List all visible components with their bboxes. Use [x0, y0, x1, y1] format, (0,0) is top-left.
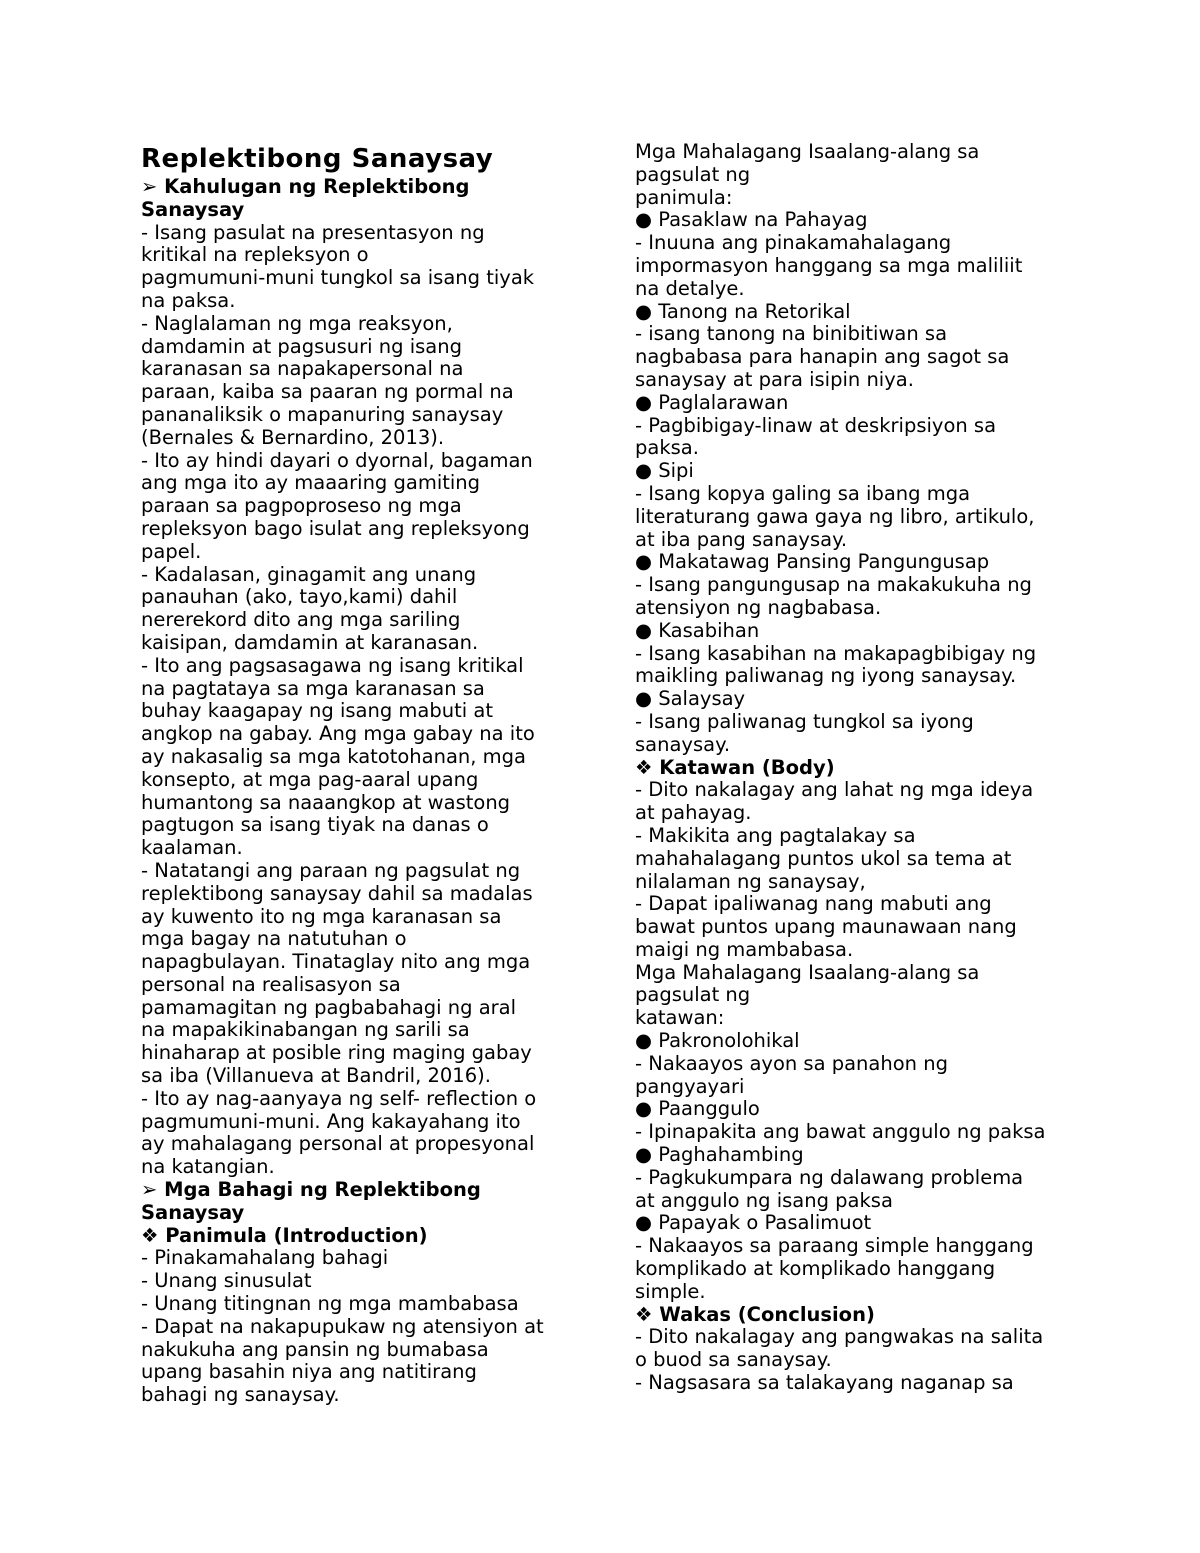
- text-line: - Isang pangungusap na makakukuha ng: [635, 573, 1032, 597]
- text-line: damdamin at pagsusuri ng isang: [141, 334, 462, 358]
- text-line: - Dito nakalagay ang pangwakas na salita: [635, 1325, 1044, 1349]
- text-line: ay nakasalig sa mga katotohanan, mga: [141, 744, 526, 768]
- text-line: - Isang pasulat na presentasyon ng: [141, 220, 485, 244]
- text-line: - isang tanong na binibitiwan sa: [635, 322, 948, 346]
- text-line: mahahalagang puntos ukol sa tema at: [635, 846, 1012, 870]
- text-line: ● Pakronolohikal: [635, 1029, 800, 1053]
- text-line: - Isang paliwanag tungkol sa iyong: [635, 709, 974, 733]
- text-line: paraan sa pagpoproseso ng mga: [141, 494, 462, 518]
- text-line: literaturang gawa gaya ng libro, artikulo,: [635, 504, 1035, 528]
- text-line: pananaliksik o mapanuring sanaysay: [141, 402, 504, 426]
- text-line: - Ito ay hindi dayari o dyornal, bagaman: [141, 448, 533, 472]
- text-line: maikling paliwanag ng iyong sanaysay.: [635, 664, 1017, 688]
- section-heading-line: ❖ Wakas (Conclusion): [635, 1302, 875, 1326]
- text-line: ● Paghahambing: [635, 1143, 804, 1167]
- text-line: komplikado at komplikado hanggang: [635, 1257, 996, 1281]
- text-line: atensiyon ng nagbabasa.: [635, 595, 882, 619]
- text-line: na detalye.: [635, 276, 745, 300]
- text-line: napagbulayan. Tinataglay nito ang mga: [141, 950, 531, 974]
- section-heading-line: ❖ Katawan (Body): [635, 755, 835, 779]
- text-line: kaalaman.: [141, 836, 243, 860]
- text-line: Mga Mahalagang Isaalang-alang sa: [635, 140, 980, 163]
- text-line: - Pagbibigay-linaw at deskripsiyon sa: [635, 413, 997, 437]
- text-line: sanaysay.: [635, 732, 731, 756]
- right-column-text: [635, 141, 1075, 1395]
- text-line: ang mga ito ay maaaring gamiting: [141, 471, 481, 495]
- text-line: - Isang kopya galing sa ibang mga: [635, 481, 971, 505]
- section-heading-line: Sanaysay: [141, 197, 245, 221]
- text-line: - Naglalaman ng mga reaksyon,: [141, 311, 453, 335]
- text-line: ● Kasabihan: [635, 618, 760, 642]
- left-column-text: [141, 176, 581, 1407]
- text-line: pangyayari: [635, 1074, 745, 1098]
- text-line: at pahayag.: [635, 801, 752, 825]
- text-line: Mga Mahalagang Isaalang-alang sa: [635, 960, 980, 984]
- text-line: - Dito nakalagay ang lahat ng mga ideya: [635, 778, 1034, 802]
- text-line: - Makikita ang pagtalakay sa: [635, 823, 916, 847]
- text-line: humantong sa naaangkop at wastong: [141, 790, 511, 814]
- text-line: hinaharap at posible ring maging gabay: [141, 1041, 532, 1065]
- text-line: - Unang sinusulat: [141, 1269, 312, 1293]
- text-line: - Ito ang pagsasagawa ng isang kritikal: [141, 653, 524, 677]
- text-line: - Nakaayos sa paraang simple hanggang: [635, 1234, 1034, 1258]
- text-line: paraan, kaiba sa paaran ng pormal na: [141, 380, 514, 404]
- section-heading-line: ➢ Mga Bahagi ng Replektibong: [141, 1178, 481, 1202]
- text-line: simple.: [635, 1279, 706, 1303]
- section-heading-line: ❖ Panimula (Introduction): [141, 1223, 428, 1247]
- text-line: pagmumuni-muni. Ang kakayahang ito: [141, 1109, 521, 1133]
- text-line: katawan:: [635, 1006, 725, 1030]
- text-line: na mapakikinabangan ng sarili sa: [141, 1018, 470, 1042]
- text-line: panauhan (ako, tayo,kami) dahil: [141, 585, 458, 609]
- text-line: kritikal na repleksyon o: [141, 243, 369, 267]
- text-line: pagmumuni-muni tungkol sa isang tiyak: [141, 266, 535, 290]
- text-line: repleksyon bago isulat ang repleksyong: [141, 516, 530, 540]
- text-line: o buod sa sanaysay.: [635, 1348, 832, 1372]
- text-line: - Inuuna ang pinakamahalagang: [635, 231, 952, 255]
- text-line: karanasan sa napakapersonal na: [141, 357, 464, 381]
- text-line: na paksa.: [141, 288, 236, 312]
- text-line: ● Paglalarawan: [635, 390, 789, 414]
- text-line: ay kuwento ito ng mga karanasan sa: [141, 904, 502, 928]
- text-line: paksa.: [635, 436, 699, 460]
- text-line: ● Papayak o Pasalimuot: [635, 1211, 872, 1235]
- text-line: maigi ng mambabasa.: [635, 937, 854, 961]
- text-line: ● Tanong na Retorikal: [635, 299, 851, 323]
- text-line: ay mahalagang personal at propesyonal: [141, 1132, 535, 1156]
- text-line: pamamagitan ng pagbabahagi ng aral: [141, 995, 517, 1019]
- text-line: at anggulo ng isang paksa: [635, 1188, 893, 1212]
- text-line: impormasyon hanggang sa mga maliliit: [635, 253, 1023, 277]
- text-line: nilalaman ng sanaysay,: [635, 869, 866, 893]
- text-line: replektibong sanaysay dahil sa madalas: [141, 881, 533, 905]
- text-line: pagsulat ng: [635, 983, 751, 1007]
- section-heading-line: Sanaysay: [141, 1200, 245, 1224]
- text-line: - Dapat ipaliwanag nang mabuti ang: [635, 892, 992, 916]
- text-line: - Dapat na nakapupukaw ng atensiyon at: [141, 1314, 544, 1338]
- text-line: sanaysay at para isipin niya.: [635, 367, 914, 391]
- text-line: papel.: [141, 539, 202, 563]
- text-line: personal na realisasyon sa: [141, 972, 401, 996]
- text-line: buhay kaagapay ng isang mabuti at: [141, 699, 493, 723]
- text-line: pagtugon sa isang tiyak na danas o: [141, 813, 489, 837]
- text-line: - Pagkukumpara ng dalawang problema: [635, 1165, 1024, 1189]
- text-line: na katangian.: [141, 1155, 275, 1179]
- text-line: - Ipinapakita ang bawat anggulo ng paksa: [635, 1120, 1046, 1144]
- text-line: (Bernales & Bernardino, 2013).: [141, 425, 445, 449]
- text-line: - Natatangi ang paraan ng pagsulat ng: [141, 858, 521, 882]
- right-column: [635, 141, 1075, 1395]
- text-line: nererekord dito ang mga sariling: [141, 608, 461, 632]
- text-line: sa iba (Villanueva at Bandril, 2016).: [141, 1064, 491, 1088]
- text-line: ● Pasaklaw na Pahayag: [635, 208, 868, 232]
- text-line: na pagtataya sa mga karanasan sa: [141, 676, 485, 700]
- text-line: nakukuha ang pansin ng bumabasa: [141, 1337, 489, 1361]
- text-line: pagsulat ng: [635, 162, 751, 186]
- text-line: - Kadalasan, ginagamit ang unang: [141, 562, 477, 586]
- text-line: at iba pang sanaysay.: [635, 527, 848, 551]
- text-line: - Isang kasabihan na makapagbibigay ng: [635, 641, 1037, 665]
- text-line: ● Sipi: [635, 459, 694, 483]
- text-line: - Pinakamahalang bahagi: [141, 1246, 389, 1270]
- text-line: bahagi ng sanaysay.: [141, 1383, 340, 1407]
- text-line: ● Paanggulo: [635, 1097, 760, 1121]
- text-line: - Nagsasara sa talakayang naganap sa: [635, 1371, 1014, 1395]
- document-title: Replektibong Sanaysay: [141, 144, 494, 174]
- text-line: mga bagay na natutuhan o: [141, 927, 407, 951]
- text-line: nagbabasa para hanapin ang sagot sa: [635, 345, 1010, 369]
- left-column: [141, 142, 581, 1407]
- text-line: angkop na gabay. Ang mga gabay na ito: [141, 722, 535, 746]
- text-line: - Unang titingnan ng mga mambabasa: [141, 1292, 519, 1316]
- text-line: - Nakaayos ayon sa panahon ng: [635, 1051, 948, 1075]
- text-line: panimula:: [635, 185, 733, 209]
- text-line: bawat puntos upang maunawaan nang: [635, 915, 1017, 939]
- text-line: kaisipan, damdamin at karanasan.: [141, 630, 479, 654]
- text-line: - Ito ay nag-aanyaya ng self- reflection o: [141, 1086, 537, 1110]
- section-heading-line: ➢ Kahulugan ng Replektibong: [141, 175, 470, 198]
- text-line: ● Makatawag Pansing Pangungusap: [635, 550, 990, 574]
- text-line: konsepto, at mga pag-aaral upang: [141, 767, 479, 791]
- text-line: ● Salaysay: [635, 687, 746, 711]
- text-line: upang basahin niya ang natitirang: [141, 1360, 477, 1384]
